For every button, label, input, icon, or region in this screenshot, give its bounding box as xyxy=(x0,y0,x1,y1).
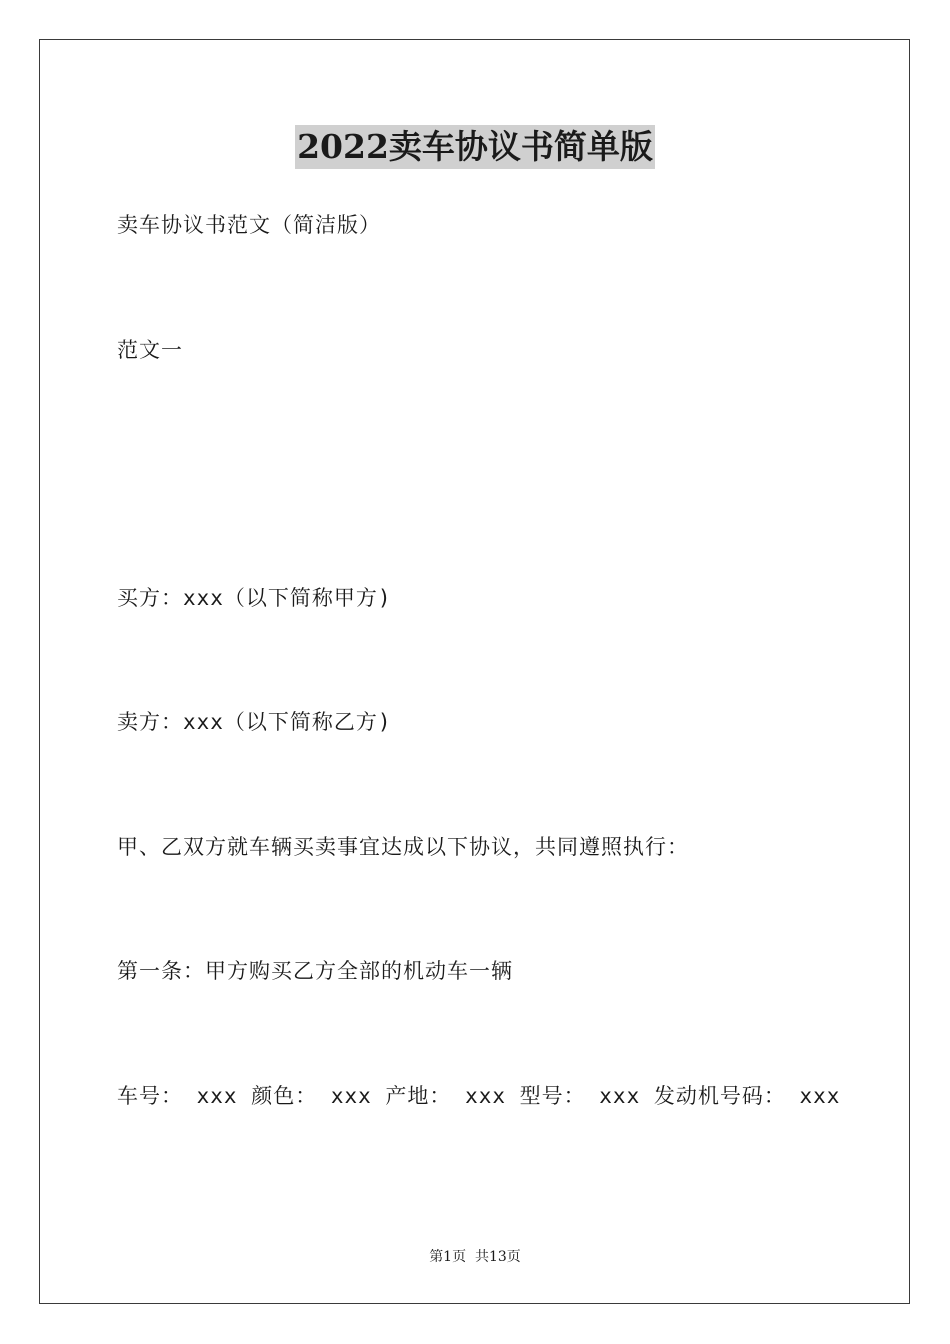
paragraph-seller: 卖方：xxx（以下简称乙方) xyxy=(117,710,392,734)
title-container xyxy=(0,125,950,169)
page-footer: 第1页 共13页 xyxy=(429,1249,521,1265)
document-title: 2022卖车协议书简单版 xyxy=(295,125,655,169)
paragraph-article-one: 第一条：甲方购买乙方全部的机动车一辆 xyxy=(117,959,513,983)
paragraph-sample-heading: 范文一 xyxy=(117,338,183,362)
paragraph-agreement-intro: 甲、乙双方就车辆买卖事宜达成以下协议，共同遵照执行： xyxy=(117,835,689,859)
paragraph-vehicle-details: 车号： xxx 颜色： xxx 产地： xxx 型号： xxx 发动机号码： xxx xyxy=(117,1084,841,1108)
paragraph-buyer: 买方：xxx（以下简称甲方) xyxy=(117,586,392,610)
paragraph-subtitle: 卖车协议书范文（简洁版） xyxy=(117,213,381,237)
